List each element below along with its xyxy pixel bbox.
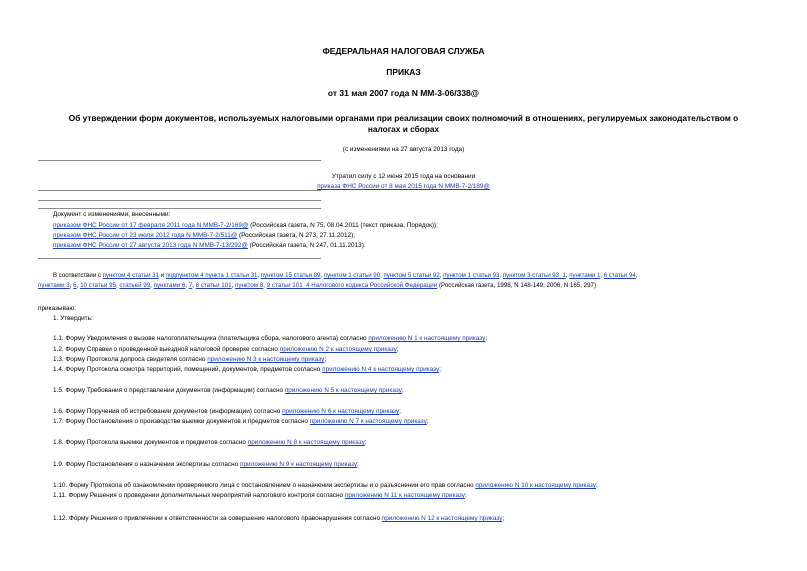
doc-title — [0, 113, 807, 135]
change-order-link[interactable]: приказом ФНС России от 27 августа 2013 года N ММВ-7-13/292@ — [53, 242, 248, 249]
list-item: 1.2. Форму Справки о проведенной выездной налоговой проверке согласно приложению N 2 к настоящему приказу; — [53, 346, 399, 353]
law-link[interactable]: 9 статьи 101_4 Налогового кодекса Российской Федерации — [266, 282, 438, 289]
list-item: 1.6. Форму Поручения об истребовании документов (информации) согласно приложению N 6 к настоящему приказу; — [53, 408, 401, 415]
law-link[interactable]: статьей 99 — [119, 282, 151, 289]
expired-note: Утратил силу с 12 июня 2015 года на основании — [331, 173, 476, 180]
list-item: 1.10. Форму Протокола об ознакомлении проверяемого лица с постановлением о назначении экспертизы и о разъяснении его прав согласно приложению N 10 к настоящему приказу; — [53, 482, 598, 489]
preamble-line1: В соответствии с пунктом 4 статьи 31 и подпунктом 4 пункта 1 статьи 31, пунктом 15 статьи 89, пунктом 1 статьи 90, пунктом 5 статьи 92, пунктом 1 статьи 93, пунктом 3 статьи 93_1, пунктами 1, 6 статьи 94, — [53, 272, 638, 279]
law-link[interactable]: пунктом 5 статьи 92 — [383, 272, 440, 279]
appendix-link[interactable]: приложению N 5 к настоящему приказу — [284, 387, 402, 394]
amended-note: (с изменениями на 27 августа 2013 года) — [342, 146, 465, 153]
law-link[interactable]: пунктами 6 — [153, 282, 186, 289]
changes-item — [53, 242, 366, 250]
appendix-link[interactable]: приложению N 9 к настоящему приказу — [239, 461, 358, 468]
change-order-link[interactable]: приказом ФНС России от 17 февраля 2011 года N ММВ-7-2/169@ — [53, 222, 249, 229]
list-item: 1.8. Форму Протокола выемки документов и предметов согласно приложению N 8 к настоящему приказу; — [53, 439, 367, 446]
list-item: 1.7. Форму Постановления о производстве выемки документов и предметов согласно приложению N 7 к настоящему приказу; — [53, 418, 429, 425]
change-source: (Российская газета, N 247, 01.11.2013). — [247, 242, 366, 249]
appendix-link[interactable]: приложению N 8 к настоящему приказу — [247, 439, 365, 446]
changes-item — [53, 222, 438, 230]
law-link[interactable]: 7 — [188, 282, 193, 289]
changes-intro: Документ с изменениями, внесенными: — [53, 211, 171, 218]
doc-date-number: от 31 мая 2007 года N ММ-3-06/338@ — [327, 88, 480, 98]
doc-type: ПРИКАЗ — [386, 67, 421, 77]
appendix-link[interactable]: приложению N 6 к настоящему приказу — [282, 408, 400, 415]
law-link[interactable]: пунктами 1 — [569, 272, 601, 279]
doc-title-line1: Об утверждении форм документов, используемых налоговыми органами при реализации своих полномочий в отношениях, регулируемых законодательством о — [68, 113, 739, 123]
preamble-tail: (Российская газета, 1998, N 148-149; 2006, N 165, 297) — [437, 282, 597, 289]
doc-title-line2: налогах и сборах — [367, 124, 440, 134]
law-link[interactable]: пунктом 1 статьи 93 — [443, 272, 500, 279]
appendix-link[interactable]: приложению N 11 к настоящему приказу — [344, 492, 465, 499]
expired-order-link[interactable]: приказа ФНС России от 8 мая 2015 года N ММВ-7-2/189@ — [317, 183, 490, 190]
list-item: 1.9. Форму Постановления о назначении экспертизы согласно приложению N 9 к настоящему приказу; — [53, 461, 359, 468]
divider — [38, 160, 321, 161]
law-link[interactable]: пунктами 3 — [38, 282, 70, 289]
change-order-link[interactable]: приказом ФНС России от 23 июля 2012 года N ММВ-7-2/511@ — [53, 232, 238, 239]
law-link[interactable]: пунктом 4 статьи 31 — [102, 272, 159, 279]
changes-item — [53, 232, 355, 240]
law-link[interactable]: пунктом 15 статьи 89 — [260, 272, 321, 279]
appendix-link[interactable]: приложению N 12 к настоящему приказу — [381, 515, 503, 522]
list-item: 1.1. Форму Уведомления о вызове налогоплательщика (плательщика сбора, налогового агента) согласно приложению N 1 к настоящему приказу; — [53, 335, 488, 342]
appendix-link[interactable]: приложению N 4 к настоящему приказу — [322, 366, 440, 373]
law-link[interactable]: 10 статьи 95 — [80, 282, 116, 289]
change-source: (Российская газета, N 75, 08.04.2011 (текст приказа, Порядок)); — [248, 222, 438, 229]
list-item: 1.5. Форму Требования о представлении документов (информации) согласно приложению N 5 к настоящему приказу; — [53, 387, 404, 394]
list-item: 1.12. Форму Решения о привлечении к ответственности за совершение налогового правонарушения согласно приложению N 12 к настоящему приказу; — [53, 515, 505, 522]
list-item: 1.4. Форму Протокола осмотра территорий, помещений, документов, предметов согласно приложению N 4 к настоящему приказу; — [53, 366, 441, 373]
approve-label: 1. Утвердить: — [53, 315, 93, 322]
law-link[interactable]: пунктом 1 статьи 90 — [323, 272, 381, 279]
list-item: 1.3. Форму Протокола допроса свидетеля согласно приложению N 3 к настоящему приказу; — [53, 356, 327, 363]
agency-name: ФЕДЕРАЛЬНАЯ НАЛОГОВАЯ СЛУЖБА — [322, 46, 485, 56]
appendix-link[interactable]: приложению N 10 к настоящему приказу — [475, 482, 596, 489]
appendix-link[interactable]: приложению N 1 к настоящему приказу — [368, 335, 486, 342]
appendix-link[interactable]: приложению N 2 к настоящему приказу — [279, 346, 397, 353]
divider — [38, 258, 321, 259]
appendix-link[interactable]: приложению N 7 к настоящему приказу — [309, 418, 427, 425]
preamble-lead: В соответствии с — [53, 272, 103, 279]
divider — [38, 208, 321, 209]
law-link[interactable]: пунктом 8 — [235, 282, 264, 289]
law-link[interactable]: 6 статьи 94 — [603, 272, 636, 279]
law-link[interactable]: 8 статьи 101 — [195, 282, 232, 289]
preamble-line2: пунктами 3, 6, 10 статьи 95, статьей 99, пунктами 6, 7, 8 статьи 101, пунктом 8, 9 статьи 101_4 Налогового кодекса Российской Федерации (Российская газета, 1998, N 148-149; 2006, N 165, 297) — [38, 282, 597, 289]
law-link[interactable]: подпунктом 4 пункта 1 статьи 31 — [165, 272, 258, 279]
change-source: (Российская газета, N 273, 27.11.2012); — [237, 232, 355, 239]
list-item: 1.11. Форму Решения о проведении дополнительных мероприятий налогового контроля согласно приложению N 11 к настоящему приказу; — [53, 492, 467, 499]
divider — [38, 200, 321, 201]
expired-link-row — [0, 183, 807, 190]
law-link[interactable]: пунктом 3 статьи 93_1 — [502, 272, 566, 279]
law-link[interactable]: 6 — [73, 282, 77, 289]
divider — [38, 190, 321, 191]
appendix-link[interactable]: приложению N 3 к настоящему приказу — [207, 356, 325, 363]
prikazyvayu-label: приказываю: — [38, 305, 76, 312]
